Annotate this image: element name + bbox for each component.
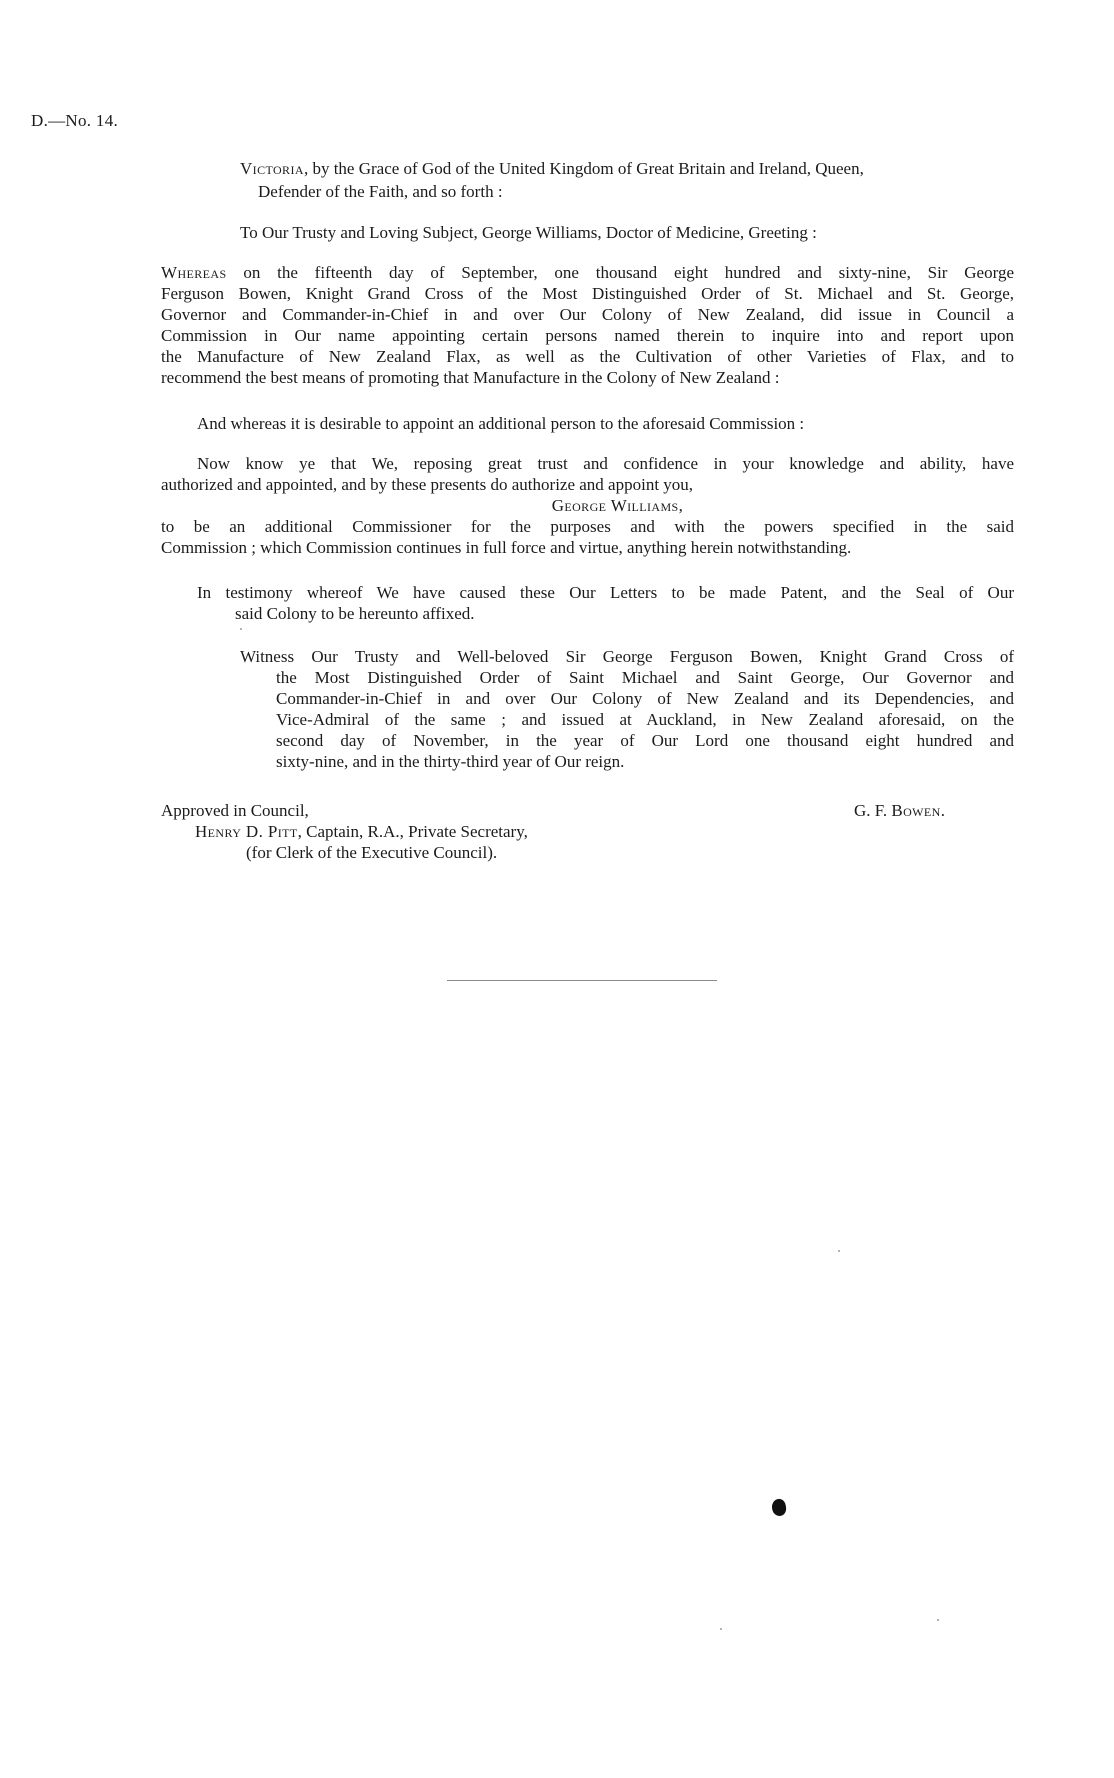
now-know-paragraph [161,453,1014,558]
approved-block [161,800,661,863]
signature-surname: Bowen. [891,801,946,820]
secretary-title: , Captain, R.A., Private Secretary, [297,822,528,841]
intro-sovereign-line [240,158,1015,179]
ink-blot [770,1498,787,1518]
appointee-name: George Williams, [551,496,684,515]
whereas-paragraph [161,262,1014,388]
signature-initials: G. F. [854,801,892,820]
witness-line: the Most Distinguished Order of Saint Michael and Saint George, Our Governor and [276,668,1014,687]
governor-signature [854,800,945,821]
whereas-line: Governor and Commander-in-Chief in and over Our Colony of New Zealand, did issue in Council a [161,305,1014,324]
document-reference: D.—No. 14. [31,111,119,130]
witness-line: second day of November, in the year of Our Lord one thousand eight hundred and [276,731,1014,750]
whereas-line: Ferguson Bowen, Knight Grand Cross of the Most Distinguished Order of St. Michael and St. George, [161,284,1014,303]
paper-speck [937,1619,939,1621]
witness-line: sixty-nine, and in the thirty-third year of Our reign. [276,752,625,771]
witness-paragraph [240,646,1014,772]
intro-line1-rest: , by the Grace of God of the United Kingdom of Great Britain and Ireland, Queen, [303,159,864,178]
intro-defender-line: Defender of the Faith, and so forth : [258,182,503,201]
witness-line: Vice-Admiral of the same ; and issued at Auckland, in New Zealand aforesaid, on the [276,710,1014,729]
whereas-line [161,262,1014,283]
secretary-line [161,821,661,842]
paper-speck [720,1628,722,1630]
testimony-paragraph [197,582,1014,624]
witness-line: Commander-in-Chief in and over Our Colony of New Zealand and its Dependencies, and [276,689,1014,708]
now-know-line: authorized and appointed, and by these presents do authorize and appoint you, [161,475,694,494]
whereas-line: the Manufacture of New Zealand Flax, as well as the Cultivation of other Varieties of Flax, and to [161,347,1014,366]
now-know-line: Now know ye that We, reposing great trust and confidence in your knowledge and ability, have [197,454,1014,473]
witness-line: Witness Our Trusty and Well-beloved Sir George Ferguson Bowen, Knight Grand Cross of [240,647,1014,666]
testimony-line: In testimony whereof We have caused these Our Letters to be made Patent, and the Seal of Our [197,583,1014,602]
section-divider [447,980,717,981]
whereas-line1-rest: on the fifteenth day of September, one thousand eight hundred and sixty-nine, Sir George [226,263,1014,282]
clerk-line: (for Clerk of the Executive Council). [246,843,498,862]
sovereign-name: Victoria [240,159,304,178]
and-whereas-paragraph: And whereas it is desirable to appoint an additional person to the aforesaid Commission : [197,414,805,433]
testimony-line: said Colony to be hereunto affixed. [235,604,475,623]
whereas-line: recommend the best means of promoting that Manufacture in the Colony of New Zealand : [161,368,780,387]
approved-in-council: Approved in Council, [161,801,309,820]
paper-speck [240,628,242,630]
whereas-lead: Whereas [161,263,227,282]
whereas-line: Commission in Our name appointing certain persons named therein to inquire into and report upon [161,326,1014,345]
now-know-line: Commission ; which Commission continues in full force and virtue, anything herein notwithstanding. [161,538,852,557]
intro-address-line: To Our Trusty and Loving Subject, George Williams, Doctor of Medicine, Greeting : [240,223,817,242]
paper-speck [838,1250,840,1252]
secretary-name: Henry D. Pitt [195,822,298,841]
now-know-line: to be an additional Commissioner for the purposes and with the powers specified in the said [161,517,1014,536]
